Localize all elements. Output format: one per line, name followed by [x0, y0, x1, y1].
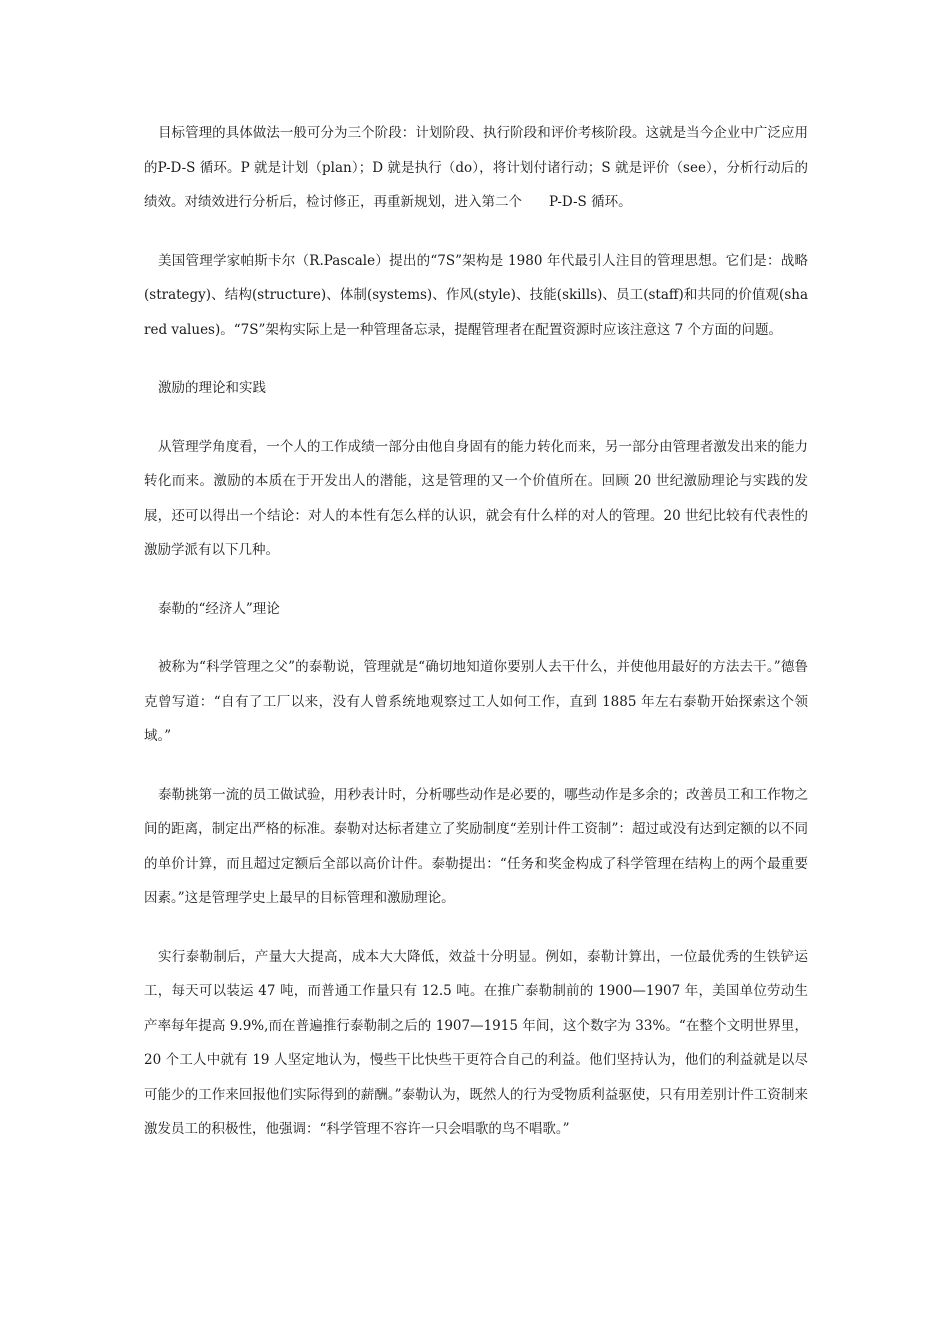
paragraph-mbo-pds: 目标管理的具体做法一般可分为三个阶段：计划阶段、执行阶段和评价考核阶段。这就是当今企业中广泛应用的P-D-S 循环。P 就是计划（plan）；D 就是执行（do），将计划付诸行动；S 就是评价（see），分析行动后的绩效。对绩效进行分析后，检讨修正，再重新规划，进入第二个 P-D-S 循环。: [144, 125, 808, 210]
paragraph-taylor-experiment: 泰勒挑第一流的员工做试验，用秒表计时，分析哪些动作是必要的，哪些动作是多余的；改善员工和工作物之间的距离，制定出严格的标准。泰勒对达标者建立了奖励制度“差别计件工资制”：超过或没有达到定额的以不同的单价计算，而且超过定额后全部以高价计件。泰勒提出：“任务和奖金构成了科学管理在结构上的两个最重要因素。”这是管理学史上最早的目标管理和激励理论。: [144, 786, 808, 906]
paragraph-7s-framework: 美国管理学家帕斯卡尔（R.Pascale）提出的“7S”架构是 1980 年代最引人注目的管理思想。它们是：战略(strategy)、结构(structure)、体制(systems)、作风(style)、技能(skills)、员工(staff)和共同的价值观(shared values)。“7S”架构实际上是一种管理备忘录，提醒管理者在配置资源时应该注意这 7 个方面的问题。: [144, 252, 808, 338]
section-heading-motivation: 激励的理论和实践: [158, 380, 266, 396]
paragraph-motivation-intro: 从管理学角度看，一个人的工作成绩一部分由他自身固有的能力转化而来，另一部分由管理者激发出来的能力转化而来。激励的本质在于开发出人的潜能，这是管理的又一个价值所在。回顾 20 世纪激励理论与实践的发展，还可以得出一个结论：对人的本性有怎么样的认识，就会有什么样的对人的管理。20 世纪比较有代表性的激励学派有以下几种。: [144, 438, 808, 558]
document-body: [144, 116, 808, 1171]
paragraph-taylor-quote: 被称为“科学管理之父”的泰勒说，管理就是“确切地知道你要别人去干什么，并使他用最好的方法去干。”德鲁克曾写道：“自有了工厂以来，没有人曾系统地观察过工人如何工作，直到 1885 年左右泰勒开始探索这个领域。”: [144, 659, 808, 744]
paragraph-taylor-results: 实行泰勒制后，产量大大提高，成本大大降低，效益十分明显。例如，泰勒计算出，一位最优秀的生铁铲运工，每天可以装运 47 吨，而普通工作量只有 12.5 吨。在推广泰勒制前的 1900—1907 年，美国单位劳动生产率每年提高 9.9%,而在普遍推行泰勒制之后的 1907—1915 年间，这个数字为 33%。“在整个文明世界里，20 个工人中就有 19 人坚定地认为，慢些干比快些干更符合自己的利益。他们坚持认为，他们的利益就是以尽可能少的工作来回报他们实际得到的薪酬。”泰勒认为，既然人的行为受物质利益驱使，只有用差别计件工资制来激发员工的积极性，他强调：“科学管理不容许一只会唱歌的鸟不唱歌。”: [144, 948, 808, 1137]
section-heading-taylor: 泰勒的“经济人”理论: [158, 600, 280, 617]
